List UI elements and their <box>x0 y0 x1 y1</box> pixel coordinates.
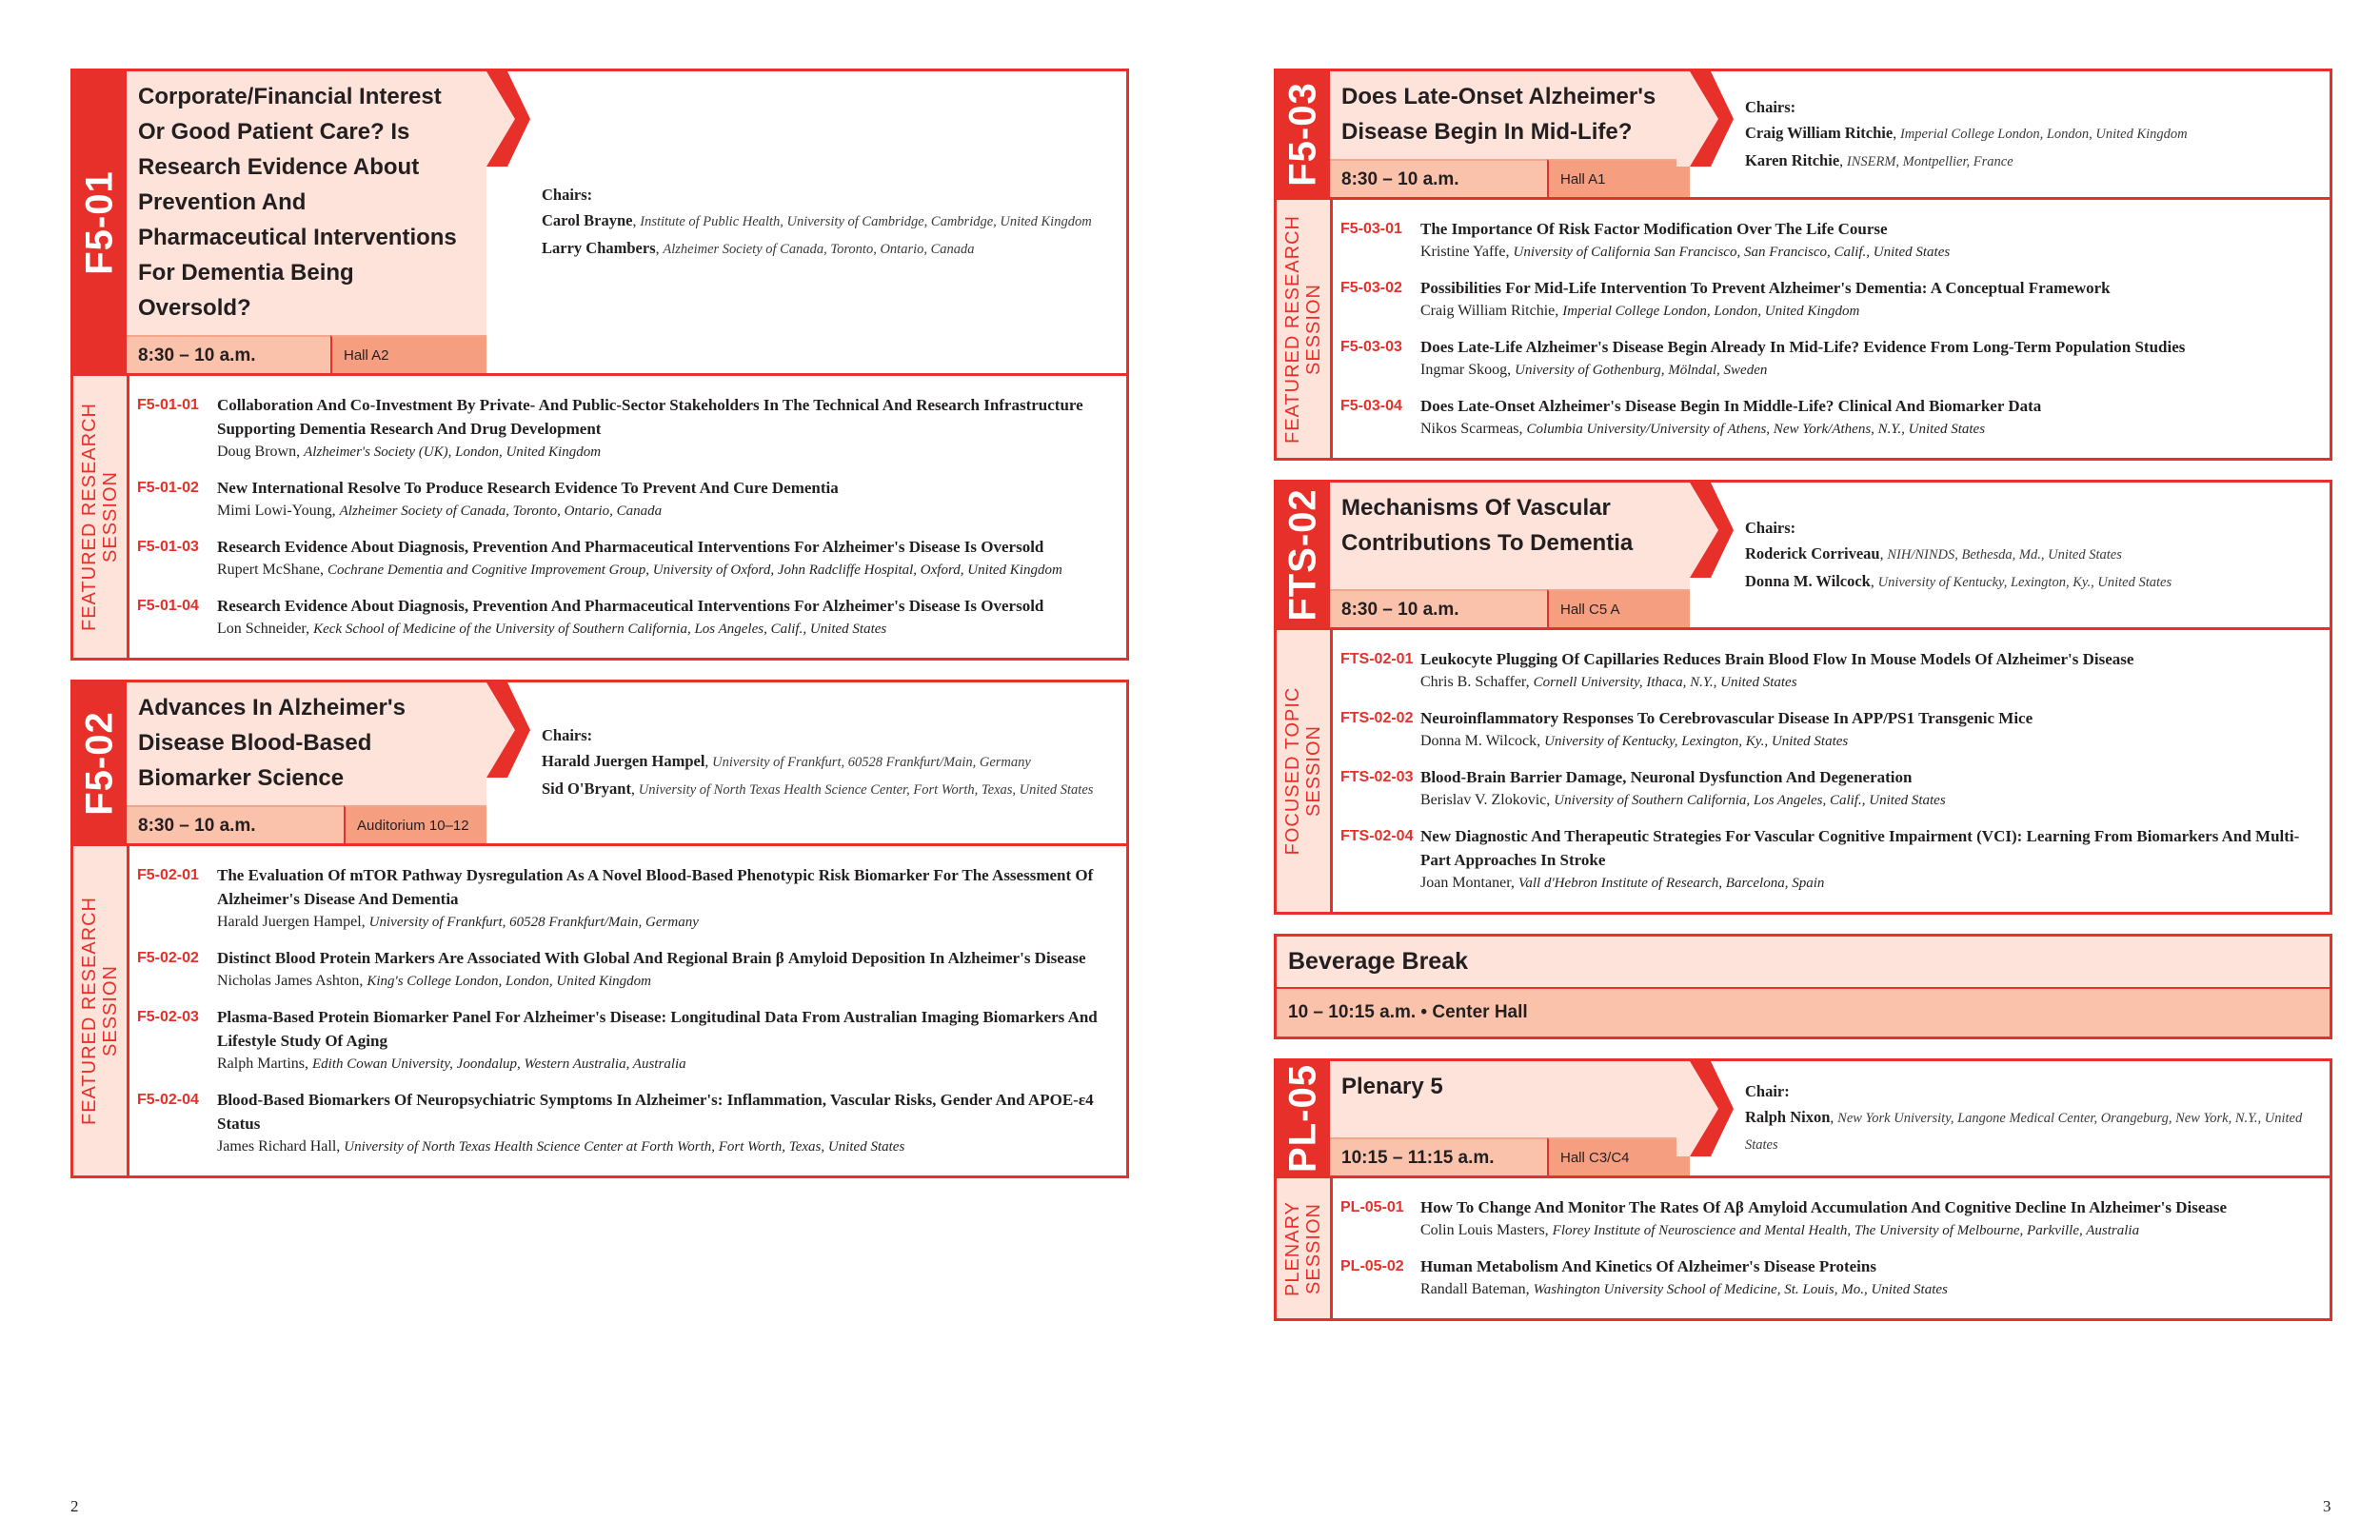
presentation-code: F5-01-01 <box>137 397 199 413</box>
presentation-author: Doug Brown, <box>217 444 301 460</box>
presentation-author: Nicholas James Ashton, <box>217 973 364 989</box>
chair-affiliation: University of Kentucky, Lexington, Ky., United States <box>1877 574 2172 590</box>
session-code-bar <box>1277 71 1330 197</box>
session-title: Plenary 5 <box>1330 1061 1690 1137</box>
presentation-item <box>1340 1254 2314 1301</box>
chair: Sid O'Bryant, University of North Texas Health Science Center, Fort Worth, Texas, United States <box>542 780 1094 798</box>
session-room: Hall C5 A <box>1547 589 1690 627</box>
session-code-bar <box>1277 483 1330 627</box>
session-room: Hall A2 <box>330 335 486 373</box>
chair: Karen Ritchie, INSERM, Montpellier, France <box>1745 150 2013 169</box>
presentation-author: Lon Schneider, <box>217 621 310 637</box>
chair-name: Larry Chambers <box>542 239 656 257</box>
session-title-box <box>1330 71 1690 197</box>
break-title: Beverage Break <box>1277 937 2330 989</box>
presentation-author-line <box>1420 1219 2314 1242</box>
session-title-box <box>127 682 486 843</box>
chair-name: Karen Ritchie <box>1745 150 1840 169</box>
presentation-code: F5-02-03 <box>137 1009 199 1025</box>
presentation-author: Donna M. Wilcock, <box>1420 733 1541 749</box>
break-time-location: 10 – 10:15 a.m. • Center Hall <box>1277 989 2330 1037</box>
presentation-list <box>1333 630 2330 912</box>
presentation-affiliation: Columbia University/University of Athens, New York/Athens, N.Y., United States <box>1526 422 1986 437</box>
session-code: FTS-02 <box>1281 488 1324 622</box>
presentation-list <box>1333 1178 2330 1318</box>
chair-name: Sid O'Bryant <box>542 780 631 798</box>
presentation-author-line <box>217 1135 1111 1158</box>
presentation-author-line <box>1420 671 2314 694</box>
chair-affiliation: Imperial College London, London, United Kingdom <box>1899 126 2188 142</box>
presentation-item <box>1340 765 2314 812</box>
presentation-code: FTS-02-01 <box>1340 651 1414 667</box>
presentation-affiliation: Alzheimer Society of Canada, Toronto, Ontario, Canada <box>339 503 663 519</box>
presentation-code: F5-01-02 <box>137 480 199 496</box>
presentation-item <box>137 946 1111 993</box>
chairs-label: Chair: <box>1745 1082 1790 1100</box>
presentation-title: New Diagnostic And Therapeutic Strategies For Vascular Cognitive Impairment (VCI): Learning From Biomarkers And Multi-Part Approaches In Stroke <box>1420 827 2300 869</box>
session-time-row <box>127 335 486 373</box>
presentation-author: Colin Louis Masters, <box>1420 1222 1549 1238</box>
presentation-title: The Evaluation Of mTOR Pathway Dysregulation As A Novel Blood-Based Phenotypic Risk Biomarker For The Assessment Of Alzheimer's Disease And Dementia <box>217 866 1094 908</box>
presentation-affiliation: Keck School of Medicine of the University of Southern California, Los Angeles, Calif., United States <box>313 622 887 637</box>
chairs-label: Chairs: <box>542 186 593 204</box>
session-time-row <box>1330 1137 1690 1175</box>
page-number-right: 3 <box>2323 1497 2331 1515</box>
chair-affiliation: Institute of Public Health, University of Cambridge, Cambridge, United Kingdom <box>640 214 1092 229</box>
session-time: 8:30 – 10 a.m. <box>127 335 330 373</box>
chair-name: Harald Juergen Hampel <box>542 752 705 770</box>
presentation-author-line <box>1420 872 2314 895</box>
presentation-code: FTS-02-03 <box>1340 769 1414 785</box>
presentation-list <box>1333 200 2330 458</box>
presentation-affiliation: University of Southern California, Los Angeles, Calif., United States <box>1554 793 1946 808</box>
session-room: Auditorium 10–12 <box>344 805 486 843</box>
presentation-affiliation: Imperial College London, London, United Kingdom <box>1562 304 1860 319</box>
session-code: F5-02 <box>78 710 121 816</box>
presentation-author: Harald Juergen Hampel, <box>217 914 366 930</box>
session-f5-01 <box>70 69 1129 661</box>
presentation-code: F5-02-04 <box>137 1092 199 1108</box>
session-header <box>1277 483 2330 630</box>
right-column <box>1274 69 2332 1340</box>
presentation-code: F5-01-04 <box>137 598 199 614</box>
session-type-bar <box>1277 630 1333 912</box>
presentation-title: Blood-Brain Barrier Damage, Neuronal Dysfunction And Degeneration <box>1420 768 1913 786</box>
presentation-author: Nikos Scarmeas, <box>1420 421 1523 437</box>
presentation-author-line <box>217 559 1111 582</box>
arrow-chevron-icon <box>1676 1061 1734 1156</box>
session-chairs <box>1690 483 2330 627</box>
presentation-code: F5-03-02 <box>1340 280 1402 296</box>
chair-name: Donna M. Wilcock <box>1745 571 1871 590</box>
session-type-label: FEATURED RESEARCH SESSION <box>1282 214 1324 444</box>
presentation-item <box>137 535 1111 582</box>
presentation-code: F5-02-01 <box>137 867 199 883</box>
presentation-affiliation: Florey Institute of Neuroscience and Mental Health, The University of Melbourne, Parkville, Australia <box>1552 1223 2140 1238</box>
presentation-affiliation: University of North Texas Health Science Center at Forth Worth, Fort Worth, Texas, United States <box>344 1139 905 1155</box>
session-time: 8:30 – 10 a.m. <box>1330 159 1547 197</box>
presentation-title: Research Evidence About Diagnosis, Prevention And Pharmaceutical Interventions For Alzheimer's Disease Is Oversold <box>217 597 1044 615</box>
presentation-title: Possibilities For Mid-Life Intervention To Prevent Alzheimer's Dementia: A Conceptual Framework <box>1420 279 2111 297</box>
arrow-chevron-icon <box>473 71 530 167</box>
chair-affiliation: NIH/NINDS, Bethesda, Md., United States <box>1887 546 2122 563</box>
session-time-row <box>127 805 486 843</box>
presentation-code: F5-03-03 <box>1340 339 1402 355</box>
session-chairs <box>1690 1061 2330 1175</box>
session-room: Hall A1 <box>1547 159 1690 197</box>
presentation-title: Does Late-Onset Alzheimer's Disease Begin In Middle-Life? Clinical And Biomarker Data <box>1420 397 2042 415</box>
chairs-label: Chairs: <box>542 726 593 744</box>
chair: Donna M. Wilcock, University of Kentucky, Lexington, Ky., United States <box>1745 571 2172 590</box>
session-fts-02 <box>1274 480 2332 915</box>
presentation-code: F5-01-03 <box>137 539 199 555</box>
presentation-title: Collaboration And Co-Investment By Private- And Public-Sector Stakeholders In The Technical And Research Infrastructure Supporting Dementia Research And Drug Development <box>217 396 1083 438</box>
presentation-author: Ingmar Skoog, <box>1420 362 1512 378</box>
session-body <box>73 376 1126 658</box>
presentation-item <box>1340 824 2314 895</box>
presentation-title: Neuroinflammatory Responses To Cerebrovascular Disease In APP/PS1 Transgenic Mice <box>1420 709 2033 727</box>
session-time: 10:15 – 11:15 a.m. <box>1330 1137 1547 1175</box>
beverage-break <box>1274 934 2332 1039</box>
presentation-title: How To Change And Monitor The Rates Of Aβ Amyloid Accumulation And Cognitive Decline In Alzheimer's Disease <box>1420 1198 2228 1216</box>
presentation-author-line <box>1420 300 2314 323</box>
presentation-item <box>137 863 1111 934</box>
session-type-bar <box>1277 1178 1333 1318</box>
presentation-item <box>137 1005 1111 1076</box>
presentation-item <box>1340 335 2314 382</box>
presentation-author-line <box>217 618 1111 641</box>
session-title: Advances In Alzheimer's Disease Blood-Based Biomarker Science <box>127 682 486 805</box>
presentation-author: James Richard Hall, <box>217 1138 341 1155</box>
chair-name: Ralph Nixon <box>1745 1108 1831 1126</box>
presentation-affiliation: Washington University School of Medicine, St. Louis, Mo., United States <box>1533 1282 1948 1297</box>
arrow-chevron-icon <box>1676 71 1734 167</box>
presentation-author-line <box>1420 418 2314 441</box>
presentation-affiliation: Edith Cowan University, Joondalup, Western Australia, Australia <box>312 1056 686 1072</box>
chair: Harald Juergen Hampel, University of Frankfurt, 60528 Frankfurt/Main, Germany <box>542 752 1031 770</box>
presentation-author-line <box>217 911 1111 934</box>
arrow-chevron-icon <box>473 682 530 778</box>
presentation-item <box>1340 706 2314 753</box>
chairs-label: Chairs: <box>1745 97 1796 116</box>
session-code: PL-05 <box>1281 1064 1324 1173</box>
session-body <box>1277 1178 2330 1318</box>
session-title: Mechanisms Of Vascular Contributions To Dementia <box>1330 483 1690 589</box>
session-type-label: FOCUSED TOPIC SESSION <box>1282 686 1324 856</box>
chairs-label: Chairs: <box>1745 518 1796 537</box>
chair: Roderick Corriveau, NIH/NINDS, Bethesda, Md., United States <box>1745 543 2122 563</box>
session-body <box>1277 630 2330 912</box>
presentation-author: Rupert McShane, <box>217 562 324 578</box>
chair-name: Craig William Ritchie <box>1745 123 1894 142</box>
presentation-author-line <box>217 1053 1111 1076</box>
presentation-item <box>1340 647 2314 694</box>
presentation-affiliation: Alzheimer's Society (UK), London, United Kingdom <box>304 444 602 460</box>
session-time: 8:30 – 10 a.m. <box>127 805 344 843</box>
presentation-title: New International Resolve To Produce Research Evidence To Prevent And Cure Dementia <box>217 479 839 497</box>
chair-affiliation: University of North Texas Health Science Center, Fort Worth, Texas, United States <box>638 782 1094 798</box>
arrow-chevron-icon <box>1676 483 1734 578</box>
presentation-affiliation: King's College London, London, United Kingdom <box>367 974 651 989</box>
presentation-author: Chris B. Schaffer, <box>1420 674 1530 690</box>
session-title-box <box>127 71 486 373</box>
session-type-bar <box>73 376 129 658</box>
session-time-row <box>1330 159 1690 197</box>
session-type-label: PLENARY SESSION <box>1282 1200 1324 1296</box>
presentation-item <box>1340 394 2314 441</box>
session-type-label: FEATURED RESEARCH SESSION <box>79 403 121 631</box>
session-type-bar <box>1277 200 1333 458</box>
presentation-author-line <box>1420 730 2314 753</box>
chair: Craig William Ritchie, Imperial College London, London, United Kingdom <box>1745 123 2188 142</box>
presentation-author-line <box>1420 241 2314 264</box>
presentation-code: FTS-02-02 <box>1340 710 1414 726</box>
presentation-author: Berislav V. Zlokovic, <box>1420 792 1551 808</box>
presentation-item <box>1340 217 2314 264</box>
session-code-bar <box>73 682 127 843</box>
presentation-title: Leukocyte Plugging Of Capillaries Reduces Brain Blood Flow In Mouse Models Of Alzheimer's Disease <box>1420 650 2134 668</box>
presentation-author-line <box>217 500 1111 523</box>
session-chairs <box>486 682 1126 843</box>
session-code: F5-01 <box>78 169 121 275</box>
presentation-item <box>137 476 1111 523</box>
session-type-bar <box>73 846 129 1175</box>
session-chairs <box>1690 71 2330 197</box>
presentation-author: Randall Bateman, <box>1420 1281 1530 1297</box>
presentation-title: Plasma-Based Protein Biomarker Panel For Alzheimer's Disease: Longitudinal Data From Australian Imaging Biomarkers And Lifestyle Study Of Aging <box>217 1008 1098 1050</box>
presentation-item <box>137 393 1111 464</box>
presentation-affiliation: University of Kentucky, Lexington, Ky., United States <box>1544 734 1849 749</box>
presentation-title: Blood-Based Biomarkers Of Neuropsychiatric Symptoms In Alzheimer's: Inflammation, Vascular Risks, Gender And APOE-ε4 Status <box>217 1091 1094 1133</box>
presentation-affiliation: Cochrane Dementia and Cognitive Improvement Group, University of Oxford, John Radcliffe Hospital, Oxford, United Kingdom <box>327 563 1062 578</box>
presentation-author: Craig William Ritchie, <box>1420 303 1559 319</box>
presentation-author-line <box>217 970 1111 993</box>
presentation-author: Joan Montaner, <box>1420 875 1515 891</box>
presentation-author-line <box>1420 789 2314 812</box>
chair-affiliation: Alzheimer Society of Canada, Toronto, Ontario, Canada <box>663 242 975 257</box>
presentation-affiliation: University of Gothenburg, Mölndal, Sweden <box>1515 363 1768 378</box>
session-chairs <box>486 71 1126 373</box>
session-header <box>73 682 1126 846</box>
session-f5-02 <box>70 680 1129 1178</box>
presentation-affiliation: Vall d'Hebron Institute of Research, Barcelona, Spain <box>1517 876 1825 891</box>
presentation-affiliation: University of Frankfurt, 60528 Frankfurt/Main, Germany <box>368 915 699 930</box>
session-header <box>1277 1061 2330 1178</box>
session-time: 8:30 – 10 a.m. <box>1330 589 1547 627</box>
session-time-row <box>1330 589 1690 627</box>
presentation-code: F5-03-04 <box>1340 398 1402 414</box>
presentation-item <box>137 594 1111 641</box>
session-type-label: FEATURED RESEARCH SESSION <box>79 897 121 1125</box>
presentation-author: Kristine Yaffe, <box>1420 244 1510 260</box>
session-code: F5-03 <box>1281 82 1324 187</box>
session-code-bar <box>73 71 127 373</box>
presentation-item <box>1340 1195 2314 1242</box>
presentation-code: PL-05-01 <box>1340 1199 1404 1215</box>
session-f5-03 <box>1274 69 2332 461</box>
presentation-title: The Importance Of Risk Factor Modification Over The Life Course <box>1420 220 1888 238</box>
presentation-author-line <box>1420 1278 2314 1301</box>
session-code-bar <box>1277 1061 1330 1175</box>
session-pl-05 <box>1274 1058 2332 1321</box>
presentation-title: Distinct Blood Protein Markers Are Associated With Global And Regional Brain β Amyloid Deposition In Alzheimer's Disease <box>217 949 1086 967</box>
chair-name: Roderick Corriveau <box>1745 543 1880 563</box>
presentation-affiliation: University of California San Francisco, San Francisco, Calif., United States <box>1513 245 1951 260</box>
presentation-code: F5-03-01 <box>1340 221 1402 237</box>
chair-affiliation: University of Frankfurt, 60528 Frankfurt/Main, Germany <box>712 755 1031 770</box>
session-header <box>73 71 1126 376</box>
presentation-title: Research Evidence About Diagnosis, Prevention And Pharmaceutical Interventions For Alzheimer's Disease Is Oversold <box>217 538 1044 556</box>
presentation-item <box>137 1088 1111 1158</box>
presentation-affiliation: Cornell University, Ithaca, N.Y., United States <box>1533 675 1797 690</box>
chair: Carol Brayne, Institute of Public Health, University of Cambridge, Cambridge, United Kingdom <box>542 211 1092 229</box>
presentation-code: F5-02-02 <box>137 950 199 966</box>
page-number-left: 2 <box>70 1497 79 1515</box>
chair: Larry Chambers, Alzheimer Society of Canada, Toronto, Ontario, Canada <box>542 239 975 257</box>
session-body <box>73 846 1126 1175</box>
session-title: Corporate/Financial Interest Or Good Patient Care? Is Research Evidence About Prevention And Pharmaceutical Interventions For Dementia Being Oversold? <box>127 71 486 335</box>
presentation-author-line <box>217 441 1111 464</box>
presentation-author-line <box>1420 359 2314 382</box>
chair-name: Carol Brayne <box>542 211 633 229</box>
presentation-code: FTS-02-04 <box>1340 828 1414 844</box>
session-body <box>1277 200 2330 458</box>
presentation-list <box>129 846 1126 1175</box>
session-title-box <box>1330 483 1690 627</box>
chair: Ralph Nixon, New York University, Langone Medical Center, Orangeburg, New York, N.Y., United States <box>1745 1108 2303 1153</box>
session-room: Hall C3/C4 <box>1547 1137 1690 1175</box>
presentation-author: Ralph Martins, <box>217 1056 308 1072</box>
presentation-item <box>1340 276 2314 323</box>
presentation-list <box>129 376 1126 658</box>
presentation-author: Mimi Lowi-Young, <box>217 503 336 519</box>
chair-affiliation: New York University, Langone Medical Center, Orangeburg, New York, N.Y., United States <box>1745 1111 2303 1153</box>
session-title: Does Late-Onset Alzheimer's Disease Begin In Mid-Life? <box>1330 71 1690 159</box>
presentation-code: PL-05-02 <box>1340 1258 1404 1274</box>
chair-affiliation: INSERM, Montpellier, France <box>1846 153 2013 169</box>
presentation-title: Human Metabolism And Kinetics Of Alzheimer's Disease Proteins <box>1420 1257 1876 1275</box>
session-title-box <box>1330 1061 1690 1175</box>
presentation-title: Does Late-Life Alzheimer's Disease Begin Already In Mid-Life? Evidence From Long-Term Population Studies <box>1420 338 2186 356</box>
session-header <box>1277 71 2330 200</box>
left-column <box>70 69 1129 1197</box>
